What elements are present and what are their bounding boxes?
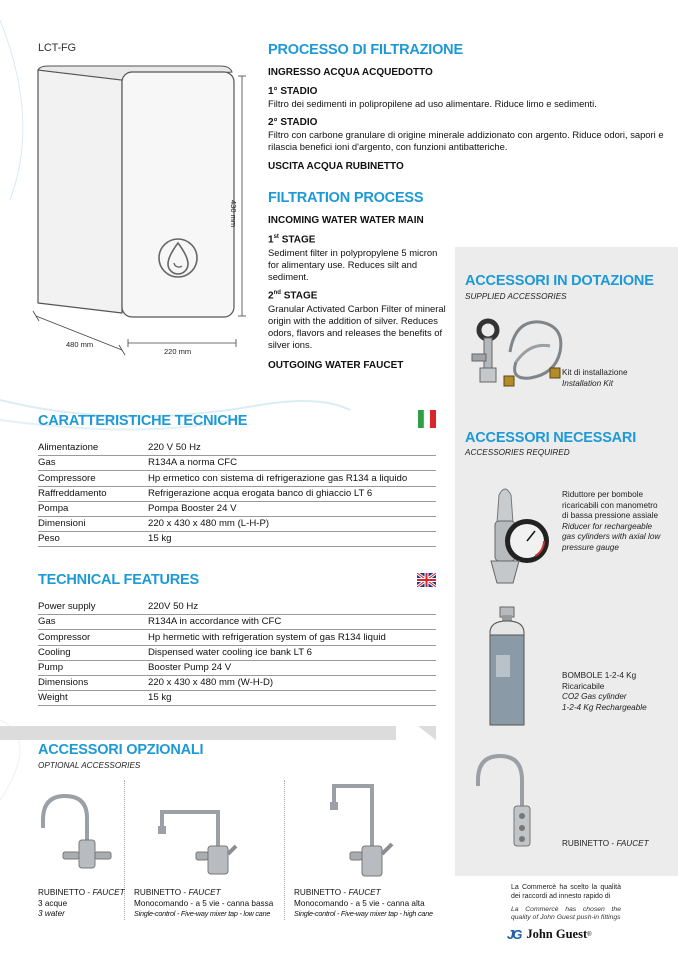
pressure-reducer-image — [483, 483, 555, 588]
required-title: ACCESSORI NECESSARI — [465, 430, 637, 446]
faucet-low-cane-image — [148, 800, 238, 880]
filtration-it-stage1-text: Filtro dei sedimenti in polipropilene ad uso alimentare. Riduce limo e sedimenti. — [268, 98, 597, 109]
kit-label-en: Installation Kit — [562, 378, 613, 388]
required-faucet-name: RUBINETTO - — [562, 839, 617, 848]
stage1-number: 1 — [268, 234, 274, 246]
spec-value: Refrigerazione acqua erogata banco di ghiaccio LT 6 — [148, 486, 436, 501]
model-label: LCT-FG — [38, 42, 76, 54]
dimension-depth: 480 mm — [66, 340, 94, 349]
optional-item-1-name: RUBINETTO - — [38, 888, 93, 897]
spec-row — [38, 630, 436, 645]
spec-row — [38, 675, 436, 690]
optional-item-2-line2: Single-control - Five-way mixer tap - low cane — [134, 909, 271, 918]
spec-value: Pompa Booster 24 V — [148, 501, 436, 516]
filtration-en-stage1-text: Sediment filter in polypropylene 5 micron for alimentary use. Reduces silt and sediment. — [268, 247, 438, 282]
spec-value: Hp hermetic with refrigeration system of gas R134 liquid — [148, 630, 436, 645]
optional-item-2 — [134, 888, 284, 920]
cylinder-label-2: Ricaricabile — [562, 681, 605, 691]
optional-item-1 — [38, 888, 125, 920]
spec-value: R134A in accordance with CFC — [148, 615, 436, 630]
spec-value: 220 x 430 x 480 mm (L-H-P) — [148, 516, 436, 531]
spec-row — [38, 691, 436, 706]
john-guest-logo-mark: JG — [507, 927, 521, 942]
kit-label-it: Kit di installazione — [562, 368, 628, 377]
spec-row — [38, 660, 436, 675]
spec-row — [38, 645, 436, 660]
cylinder-label-3: CO2 Gas cylinder — [562, 692, 627, 701]
spec-label: Raffreddamento — [38, 486, 148, 501]
spec-value: Booster Pump 24 V — [148, 660, 436, 675]
filtration-en-stage1-title — [268, 234, 315, 245]
spec-row — [38, 516, 436, 531]
optional-bar-notch — [396, 726, 436, 740]
co2-cylinder-image — [482, 605, 532, 730]
filtration-it-outgoing: USCITA ACQUA RUBINETTO — [268, 161, 404, 172]
john-guest-logo-text: John Guest — [526, 927, 588, 941]
tech-it-title: CARATTERISTICHE TECNICHE — [38, 413, 248, 429]
filtration-it-stage2-title: 2° STADIO — [268, 117, 318, 128]
faucet-high-cane-image — [322, 780, 402, 880]
faucet-3-water-image — [35, 790, 120, 875]
dimension-height: 430 mm — [229, 200, 238, 228]
optional-item-3-line1: Monocomando - a 5 vie - canna alta — [294, 898, 425, 908]
spec-label: Cooling — [38, 645, 148, 660]
optional-item-3 — [294, 888, 454, 920]
cylinder-label-4: 1-2-4 Kg Rechargeable — [562, 702, 647, 712]
stage1-suffix: st — [273, 234, 279, 240]
optional-title: ACCESSORI OPZIONALI — [38, 742, 204, 758]
spec-label: Compressore — [38, 471, 148, 486]
spec-row — [38, 600, 436, 615]
filtration-it-stage2-text: Filtro con carbone granulare di origine minerale addizionato con argento. Riduce odori, sapori e rilascia benefici ioni d'argento, con funzioni antibatteriche. — [268, 129, 664, 152]
john-guest-text-en: La Commercè has chosen the quality of John Guest push-in fittings — [511, 906, 621, 921]
stage2-number: 2 — [268, 290, 274, 302]
spec-label: Alimentazione — [38, 441, 148, 456]
spec-value: 220V 50 Hz — [148, 600, 436, 615]
supplied-title: ACCESSORI IN DOTAZIONE — [465, 273, 654, 289]
optional-item-3-line2: Single-control - Five-way mixer tap - high cane — [294, 909, 433, 918]
filtration-it-title: PROCESSO DI FILTRAZIONE — [268, 42, 463, 58]
spec-label: Dimensioni — [38, 516, 148, 531]
stage2-word: STAGE — [283, 290, 318, 302]
dimension-width: 220 mm — [164, 347, 192, 356]
spec-row — [38, 615, 436, 630]
kit-label — [562, 368, 628, 389]
spec-value: 220 V 50 Hz — [148, 441, 436, 456]
stage2-suffix: nd — [273, 290, 281, 296]
reducer-label-it: Riduttore per bombole ricaricabili con manometro di bassa pressione assiale — [562, 490, 659, 520]
optional-subtitle: OPTIONAL ACCESSORIES — [38, 761, 141, 770]
spec-label: Gas — [38, 615, 148, 630]
spec-value: Dispensed water cooling ice bank LT 6 — [148, 645, 436, 660]
filtration-en-title: FILTRATION PROCESS — [268, 190, 424, 206]
spec-label: Dimensions — [38, 675, 148, 690]
cylinder-label — [562, 671, 672, 713]
optional-item-3-name: RUBINETTO - — [294, 888, 349, 897]
stage1-word: STAGE — [281, 234, 316, 246]
spec-label: Peso — [38, 532, 148, 547]
optional-item-1-line2: 3 water — [38, 909, 65, 918]
optional-item-2-line1: Monocomando - a 5 vie - canna bassa — [134, 898, 274, 908]
cylinder-label-1: BOMBOLE 1-2-4 Kg — [562, 671, 637, 680]
filtration-it-incoming: INGRESSO ACQUA ACQUEDOTTO — [268, 67, 433, 78]
reducer-label — [562, 490, 662, 553]
spec-label: Pump — [38, 660, 148, 675]
spec-row — [38, 501, 436, 516]
spec-label: Power supply — [38, 600, 148, 615]
optional-item-1-name-it: FAUCET — [92, 888, 125, 897]
tech-en-table — [38, 600, 436, 706]
italian-flag-icon — [418, 410, 436, 428]
spec-label: Pompa — [38, 501, 148, 516]
optional-item-2-name-it: FAUCET — [188, 888, 221, 897]
spec-value: R134A a norma CFC — [148, 456, 436, 471]
tech-en-title: TECHNICAL FEATURES — [38, 572, 200, 588]
john-guest-reg-mark: ® — [587, 931, 592, 938]
spec-value: 220 x 430 x 480 mm (W-H-D) — [148, 675, 436, 690]
spec-value: Hp ermetico con sistema di refrigerazione gas R134 a liquido — [148, 471, 436, 486]
reducer-label-en: Riducer for rechargeable gas cylinders with axial low pressure gauge — [562, 521, 661, 552]
spec-row — [38, 486, 436, 501]
filtration-en-stage2-title — [268, 290, 317, 301]
uk-flag-icon — [417, 573, 436, 587]
spec-label: Gas — [38, 456, 148, 471]
john-guest-logo — [507, 927, 592, 942]
optional-item-3-name-it: FAUCET — [348, 888, 381, 897]
john-guest-text-it: La Commercè ha scelto la qualità dei raccordi ad innesto rapido di — [511, 884, 621, 900]
spec-label: Weight — [38, 691, 148, 706]
required-faucet-name-it: FAUCET — [616, 839, 649, 848]
spec-label: Compressor — [38, 630, 148, 645]
tech-it-table — [38, 441, 436, 547]
product-cabinet-drawing — [30, 58, 260, 368]
installation-kit-image — [460, 312, 570, 392]
spec-row — [38, 456, 436, 471]
optional-header-bar — [0, 726, 436, 740]
optional-item-1-line1: 3 acque — [38, 898, 68, 908]
optional-item-2-name: RUBINETTO - — [134, 888, 189, 897]
spec-value: 15 kg — [148, 691, 436, 706]
spec-row — [38, 441, 436, 456]
filtration-it-stage1-title: 1° STADIO — [268, 86, 318, 97]
required-faucet-label — [562, 839, 649, 850]
filtration-en-outgoing: OUTGOING WATER FAUCET — [268, 360, 404, 371]
spec-row — [38, 471, 436, 486]
filtration-en-incoming: INCOMING WATER WATER MAIN — [268, 215, 424, 226]
spec-value: 15 kg — [148, 532, 436, 547]
optional-divider-2 — [284, 780, 285, 920]
spec-row — [38, 532, 436, 547]
faucet-required-image — [468, 750, 548, 850]
supplied-subtitle: SUPPLIED ACCESSORIES — [465, 292, 567, 301]
required-subtitle: ACCESSORIES REQUIRED — [465, 448, 570, 457]
filtration-en-stage2-text: Granular Activated Carbon Filter of mineral origin with the addition of silver. Reduces odors, flavors and releases the benefits of silver ions. — [268, 303, 446, 350]
